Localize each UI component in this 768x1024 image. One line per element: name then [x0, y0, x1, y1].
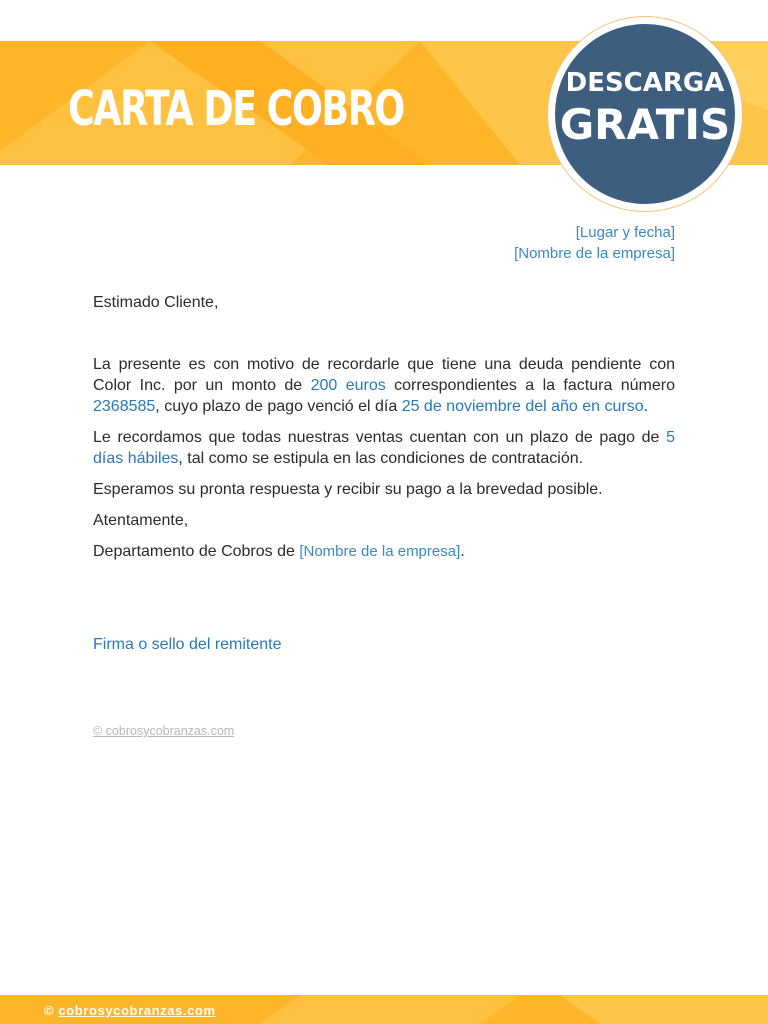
paragraph-text: . [643, 398, 649, 415]
department-line [93, 541, 675, 562]
signature-label: Firma o sello del remitente [93, 636, 282, 653]
paragraph-text: , tal como se estipula en las condiciones de contratación. [178, 450, 584, 467]
copyright-symbol: © [44, 1003, 55, 1018]
paragraph-text: correspondientes a la factura número [385, 377, 675, 394]
footer-site-link[interactable]: cobrosycobranzas.com [58, 1003, 216, 1018]
badge-top-label: DESCARGA [565, 68, 725, 98]
paragraph-text: Le recordamos que todas nuestras ventas cuentan con un plazo de pago de [93, 429, 667, 446]
paragraph-text: , cuyo plazo de pago venció el día [155, 398, 402, 415]
footer-credit[interactable] [44, 1003, 216, 1018]
credit-link[interactable]: © cobrosycobranzas.com [93, 724, 235, 738]
page-title: CARTA DE COBRO [68, 81, 404, 137]
due-date: 25 de noviembre del año en curso [401, 398, 644, 415]
letter-meta [514, 222, 675, 264]
company-placeholder: [Nombre de la empresa] [299, 543, 461, 560]
paragraph-closing-request: Esperamos su pronta respuesta y recibir su pago a la brevedad posible. [93, 481, 603, 498]
paragraph-debt [93, 354, 675, 417]
place-date-placeholder: [Lugar y fecha] [575, 224, 675, 241]
invoice-number: 2368585 [93, 398, 156, 415]
badge-main-label: GRATIS [559, 100, 731, 149]
paragraph-terms [93, 427, 675, 469]
department-text: . [460, 543, 465, 560]
footer-bar [0, 995, 768, 1024]
paragraph-text: La presente es con motivo de recordarle que tiene una deuda pendiente con Color Inc. por un monto de [93, 356, 675, 394]
closing-salutation: Atentamente, [93, 512, 189, 529]
greeting: Estimado Cliente, [93, 294, 219, 311]
company-placeholder: [Nombre de la empresa] [514, 245, 675, 262]
amount-value: 200 euros [310, 377, 386, 394]
department-text: Departamento de Cobros de [93, 543, 300, 560]
letter-body [93, 292, 675, 562]
download-badge[interactable] [548, 17, 742, 211]
payment-term: 5 días hábiles [93, 429, 675, 467]
